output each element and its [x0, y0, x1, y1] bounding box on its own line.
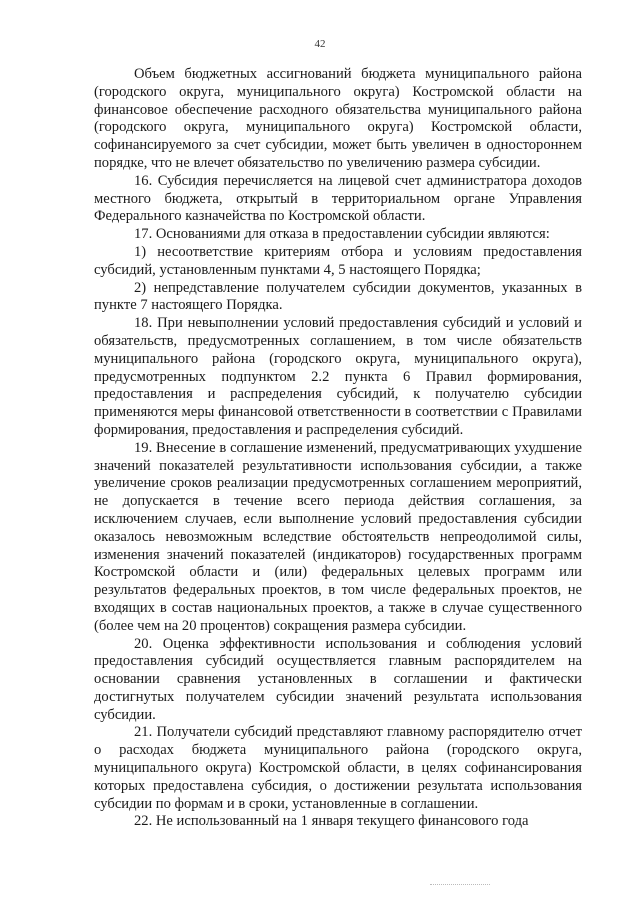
paragraph-17-item-1: 1) несоответствие критериям отбора и условиям предоставления субсидий, установленным пунктами 4, 5 настоящего Порядка; — [94, 243, 582, 278]
paragraph-17-item-2: 2) непредставление получателем субсидии документов, указанных в пункте 7 настоящего Порядка. — [94, 279, 582, 314]
page-number: 42 — [314, 38, 326, 50]
paragraph-17: 17. Основаниями для отказа в предоставлении субсидии являются: — [134, 226, 550, 243]
paragraph-18: 18. При невыполнении условий предоставления субсидий и условий и обязательств, предусмотренных соглашением, в том числе обязательств муниципального района (городского округа, муниципального округа), предусмотренных подпунктом 2.2 пункта 6 Правил формирования, предоставления и распределения субсидий, к получателю субсидии применяются меры финансовой ответственности в соответствии с Правилами формирования, предоставления и распределения субсидий. — [94, 315, 582, 438]
paragraph-21: 21. Получатели субсидий представляют главному распорядителю отчет о расходах бюджета муниципального района (городского округа, муниципального округа) Костромской области, в целях софинансирования которых предоставлена субсидия, о достижении результата использования субсидии по формам и в сроки, установленные в соглашении. — [94, 724, 582, 812]
paragraph-19: 19. Внесение в соглашение изменений, предусматривающих ухудшение значений показателей результативности использования субсидии, а также увеличение сроков реализации предусмотренных соглашением мероприятий, не допускается в течение всего периода действия соглашения, за исключением случаев, если выполнение условий предоставления субсидии оказалось невозможным вследствие обстоятельств непреодолимой силы, изменения значений показателей (индикаторов) государственных программ Костромской области и (или) федеральных целевых программ или результатов федеральных проектов, в том числе федеральных проектов, не входящих в состав национальных проектов, а также в случае существенного (более чем на 20 процентов) сокращения размера субсидии. — [94, 439, 582, 634]
paragraph-budget-allocation: Объем бюджетных ассигнований бюджета муниципального района (городского округа, муниципального округа) Костромской области на финансовое обеспечение расходного обязательства муниципального района (городского округа, муниципального округа) Костромской области, софинансируемого за счет субсидии, может быть увеличен в одностороннем порядке, что не влечет обязательство по увеличению размера субсидии. — [94, 66, 582, 171]
scan-artifact-line — [430, 884, 490, 886]
paragraph-22: 22. Не использованный на 1 января текущего финансового года — [134, 813, 529, 830]
paragraph-20: 20. Оценка эффективности использования и соблюдения условий предоставления субсидий осуществляется главным распорядителем на основании сравнения установленных в соглашении и фактически достигнутых получателем субсидии значений результата использования субсидии. — [94, 635, 582, 723]
paragraph-16: 16. Субсидия перечисляется на лицевой счет администратора доходов местного бюджета, открытый в территориальном органе Управления Федерального казначейства по Костромской области. — [94, 172, 582, 225]
document-body — [94, 66, 582, 831]
